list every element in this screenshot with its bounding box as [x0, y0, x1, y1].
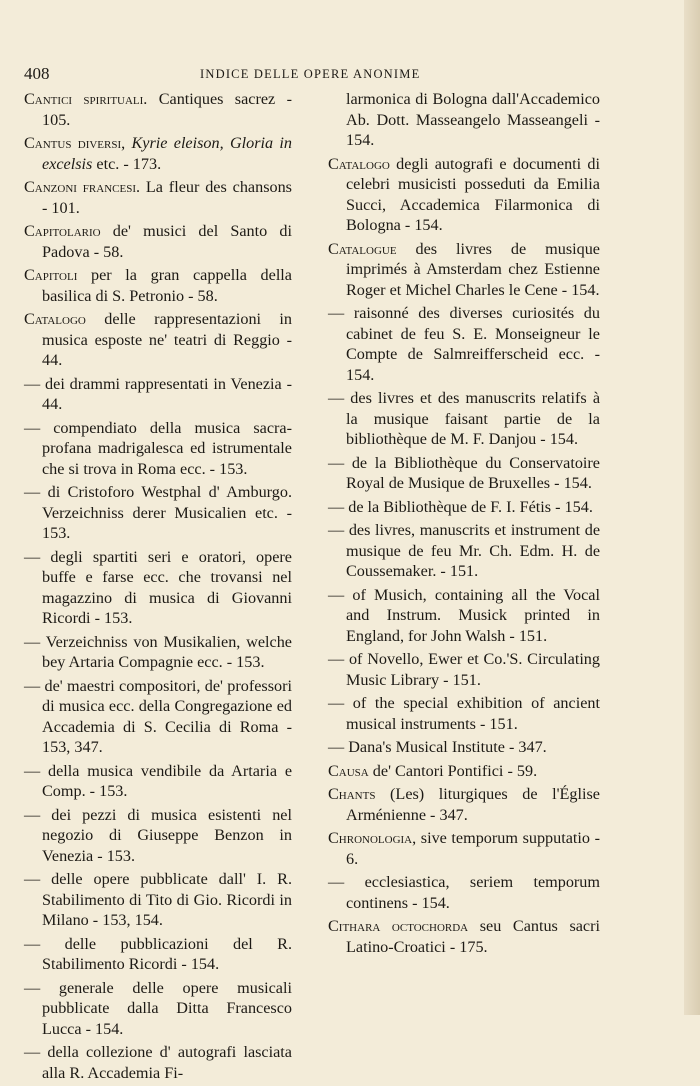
index-entry: [24, 869, 292, 931]
entry-text: — raisonné des diverses curiosités du cabinet de feu S. E. Monseigneur le Compte de Salmreifferscheid ecc. - 154.: [328, 304, 600, 384]
index-entry: [328, 154, 600, 236]
entry-text: des livres de musique imprimés à Amsterdam chez Estienne Roger et Michel Charles le Cene - 154.: [346, 239, 600, 299]
entry-text: — des livres et des manuscrits relatifs à la musique faisant partie de la bibliothèque de M. F. Danjou - 154.: [328, 389, 600, 448]
entry-heading: Canzoni francesi.: [24, 178, 141, 196]
index-entry: [328, 649, 600, 690]
entry-heading: Cantus diversi,: [24, 134, 126, 152]
entry-heading: Cithara octochorda: [328, 917, 469, 935]
entry-text: etc. - 173.: [92, 154, 162, 173]
index-entry: [328, 89, 600, 151]
index-entry: [24, 309, 292, 371]
running-title: INDICE DELLE OPERE ANONIME: [200, 67, 421, 81]
entry-text: — of the special exhibition of ancient musical instruments - 151.: [328, 694, 600, 733]
entry-heading: Capitolario: [24, 222, 101, 240]
entry-text: per la gran cappella della basilica di S. Petronio - 58.: [42, 266, 292, 305]
index-entry: [328, 520, 600, 582]
index-entry: [328, 239, 600, 301]
index-entry: [328, 303, 600, 385]
index-entry: [24, 133, 292, 174]
index-entry: [24, 1042, 292, 1083]
index-entry: [328, 761, 600, 782]
entry-text: delle rappresentazioni in musica esposte ne' teatri di Reggio - 44.: [42, 310, 292, 369]
entry-text: — della musica vendibile da Artaria e Comp. - 153.: [24, 761, 292, 800]
entry-text: degli autografi e documenti di celebri musicisti posseduti da Emilia Succi, Accademica Filarmonica di Bologna - 154.: [346, 154, 600, 234]
entry-text: — of Musich, containing all the Vocal and Instrum. Musick printed in England, for John Walsh - 151.: [328, 585, 600, 645]
entry-text: de' musici del Santo di Padova - 58.: [42, 222, 292, 261]
entry-text: — Dana's Musical Institute - 347.: [328, 738, 547, 756]
entry-italic-title: Kyrie eleison, Gloria in excelsis: [42, 134, 293, 173]
entry-heading: Chronologia,: [328, 829, 417, 847]
index-entry: [24, 547, 292, 629]
entry-text: — generale delle opere musicali pubblicate dalla Ditta Francesco Lucca - 154.: [24, 978, 292, 1038]
entry-text: Cantiques sacrez - 105.: [42, 90, 292, 129]
entry-text: — de la Bibliothèque du Conservatoire Royal de Musique de Bruxelles - 154.: [328, 453, 600, 492]
index-entry: [24, 632, 292, 673]
entry-text: — di Cristoforo Westphal d' Amburgo. Verzeichniss derer Musicalien etc. - 153.: [24, 483, 292, 542]
index-entry: [24, 978, 292, 1040]
entry-text: seu Cantus sacri Latino-Croatici - 175.: [346, 917, 600, 956]
index-entry: [328, 388, 600, 450]
entry-text: (Les) liturgiques de l'Église Arménienne - 347.: [346, 785, 600, 824]
entry-text: sive temporum supputatio - 6.: [346, 829, 600, 868]
page-edge: [684, 0, 700, 1015]
index-entry: [24, 934, 292, 975]
left-column: [24, 89, 292, 1086]
entry-heading: Chants: [328, 785, 376, 803]
right-column: [328, 89, 600, 960]
index-entry: [328, 784, 600, 825]
index-entry: [24, 805, 292, 867]
entry-text: — de' maestri compositori, de' professori di musica ecc. della Congregazione ed Accademia di S. Cecilia di Roma - 153, 347.: [24, 676, 292, 756]
entry-text: — degli spartiti seri e oratori, opere buffe e farse ecc. che trovansi nel magazzino di musica di Giovanni Ricordi - 153.: [24, 547, 292, 627]
index-entry: [24, 221, 292, 262]
page-number: 408: [24, 64, 50, 83]
entry-text: — des livres, manuscrits et instrument de musique de feu Mr. Ch. Edm. H. de Coussemaker. - 151.: [328, 521, 600, 580]
index-entry: [24, 89, 292, 130]
index-entry: [328, 497, 600, 518]
page-header: [24, 64, 654, 84]
index-entry: [24, 177, 292, 218]
index-entry: [24, 761, 292, 802]
entry-text: — dei pezzi di musica esistenti nel negozio di Giuseppe Benzon in Venezia - 153.: [24, 805, 292, 865]
index-entry: [24, 482, 292, 544]
index-entry: [24, 265, 292, 306]
index-entry: [328, 872, 600, 913]
index-entry: [24, 418, 292, 480]
entry-heading: Catalogo: [24, 310, 86, 328]
index-entry: [328, 828, 600, 869]
entry-heading: Catalogue: [328, 239, 397, 258]
entry-text: — della collezione d' autografi lasciata alla R. Accademia Fi-: [24, 1043, 292, 1082]
entry-text: — de la Bibliothèque de F. I. Fétis - 154.: [328, 497, 593, 516]
entry-text: larmonica di Bologna dall'Accademico Ab. Dott. Masseangelo Masseangeli - 154.: [346, 90, 600, 149]
entry-text: — ecclesiastica, seriem temporum continens - 154.: [328, 873, 600, 912]
entry-heading: Catalogo: [328, 154, 390, 173]
entry-text: — Verzeichniss von Musikalien, welche bey Artaria Compagnie ecc. - 153.: [24, 632, 292, 671]
entry-text: — compendiato della musica sacra-profana madrigalesca ed istrumentale che si trova in Roma ecc. - 153.: [24, 418, 292, 478]
entry-heading: Capitoli: [24, 266, 78, 284]
index-entry: [24, 676, 292, 758]
index-entry: [328, 693, 600, 734]
index-entry: [328, 916, 600, 957]
entry-heading: Causa: [328, 761, 369, 780]
entry-text: — of Novello, Ewer et Co.'S. Circulating Music Library - 151.: [328, 650, 600, 689]
index-entry: [328, 737, 600, 758]
index-entry: [328, 453, 600, 494]
entry-text: La fleur des chansons - 101.: [42, 178, 292, 217]
entry-heading: Cantici spirituali.: [24, 90, 148, 108]
index-entry: [328, 585, 600, 647]
entry-text: de' Cantori Pontifici - 59.: [368, 761, 538, 780]
entry-text: — delle pubblicazioni del R. Stabilimento Ricordi - 154.: [24, 934, 292, 973]
entry-text: — delle opere pubblicate dall' I. R. Stabilimento di Tito di Gio. Ricordi in Milano - 153, 154.: [24, 870, 292, 929]
index-entry: [24, 374, 292, 415]
entry-text: — dei drammi rappresentati in Venezia - 44.: [24, 374, 292, 413]
